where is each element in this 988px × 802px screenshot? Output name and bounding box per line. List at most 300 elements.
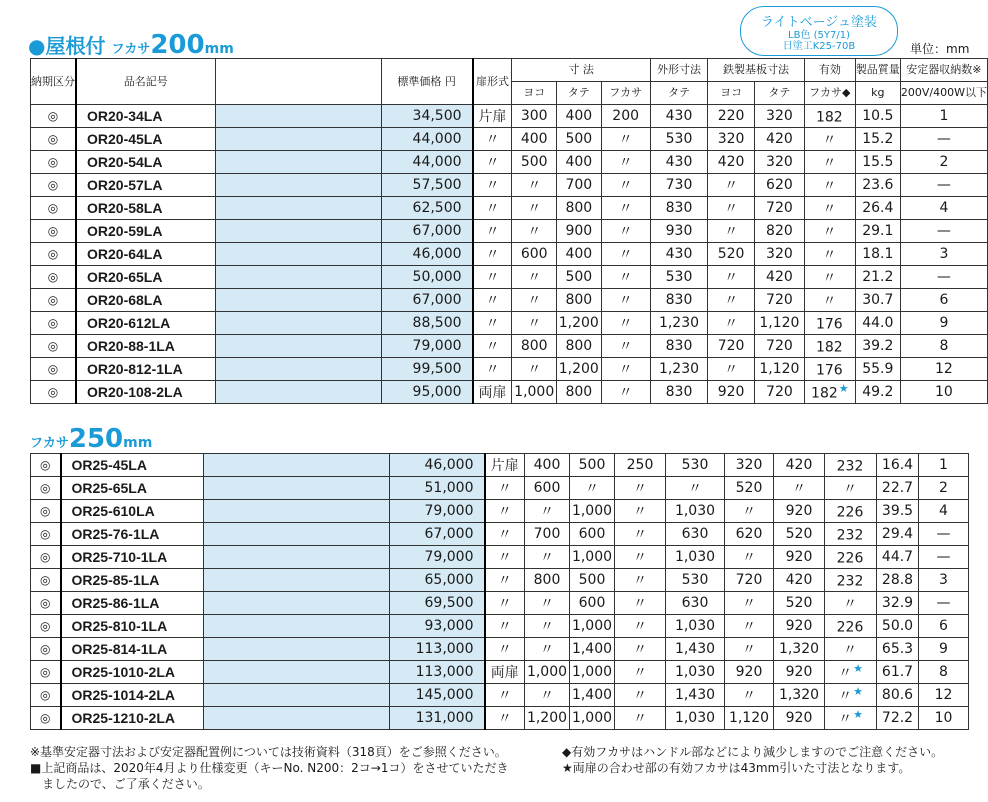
ballast-count (919, 638, 969, 661)
base-yoko (725, 638, 774, 661)
dim-yoko-text: 〃 (540, 596, 554, 612)
weight-text: 23.6 (862, 177, 894, 193)
effective-depth-text: 176 (815, 316, 843, 333)
ballast-count (900, 381, 987, 404)
base-yoko-text: 720 (717, 338, 745, 354)
effective-depth (804, 220, 855, 243)
product-code (61, 684, 204, 707)
dim-tate-text: 900 (565, 223, 593, 239)
price-text: 44,000 (412, 131, 462, 147)
base-tate-text: 720 (766, 200, 793, 216)
blank-cell (204, 615, 390, 638)
delivery-mark-text: ◎ (47, 362, 59, 376)
product-code-text: OR25-814-1LA (71, 641, 168, 657)
delivery-mark-text: ◎ (40, 527, 51, 541)
table-row (31, 477, 969, 500)
note-2: ■上記商品は、2020年4月より仕様変更（キーNo. N200：2コ→1コ）をさせていただき (30, 761, 509, 775)
effective-depth (825, 707, 877, 730)
dim-tate (570, 500, 615, 523)
door-type-text: 〃 (485, 270, 500, 286)
door-type-text: 〃 (497, 573, 512, 589)
dim-tate-text: 700 (565, 177, 593, 193)
weight (855, 266, 900, 289)
notes-left (30, 744, 508, 792)
dim-fukasa (601, 381, 650, 404)
ballast-count (900, 312, 987, 335)
dim-fukasa-text: 〃 (633, 573, 647, 589)
effective-depth (804, 381, 855, 404)
delivery-mark-text: ◎ (47, 178, 59, 192)
effective-depth (804, 197, 855, 220)
weight (855, 289, 900, 312)
delivery-mark-text: ◎ (40, 573, 51, 587)
table-row (31, 569, 969, 592)
outer-tate (650, 105, 707, 128)
base-tate-text: 420 (766, 269, 793, 285)
base-yoko (708, 220, 755, 243)
dim-yoko (525, 661, 570, 684)
effective-depth-text: 176 (815, 362, 843, 379)
blank-cell (204, 454, 390, 477)
outer-tate-text: 430 (665, 246, 693, 262)
ballast-count-text: — (936, 223, 951, 239)
dim-tate (570, 569, 615, 592)
table-row (31, 174, 988, 197)
outer-tate (650, 174, 707, 197)
base-yoko-text: 620 (735, 526, 763, 542)
base-yoko (708, 174, 755, 197)
door-type (473, 266, 512, 289)
weight (877, 454, 919, 477)
price-text: 65,000 (424, 572, 474, 588)
dim-fukasa (601, 105, 650, 128)
weight (855, 151, 900, 174)
door-type-text: 両扉 (490, 665, 519, 681)
dim-fukasa (601, 197, 650, 220)
dim-yoko-text: 1,000 (514, 384, 555, 400)
product-code-text: OR20-64LA (87, 246, 163, 262)
weight (855, 197, 900, 220)
ballast-count-text: — (936, 549, 951, 565)
price (390, 638, 485, 661)
weight-text: 44.7 (881, 549, 914, 565)
base-yoko (725, 477, 774, 500)
dim-fukasa (615, 661, 666, 684)
door-type (485, 592, 525, 615)
base-tate-text: 820 (766, 223, 793, 239)
header-outer-tate: タテ (650, 82, 707, 105)
dim-tate (557, 151, 602, 174)
dim-fukasa-text: 〃 (618, 316, 633, 332)
effective-depth-text: 〃 (822, 178, 837, 195)
weight (877, 638, 919, 661)
dim-yoko (525, 684, 570, 707)
blank-cell (204, 638, 390, 661)
dim-fukasa (615, 592, 666, 615)
header-outer: 外形寸法 (650, 59, 707, 82)
base-tate (774, 477, 825, 500)
dim-fukasa-text: 〃 (633, 619, 647, 635)
price (381, 174, 472, 197)
effective-depth-text: 〃 (822, 247, 837, 264)
star-mark: ★ (853, 661, 863, 675)
note-3: ましたので、ご了承ください。 (42, 777, 210, 791)
price (390, 707, 485, 730)
dim-yoko (525, 638, 570, 661)
weight (877, 661, 919, 684)
blank-cell (215, 197, 381, 220)
fukasa-unit: mm (123, 435, 153, 451)
weight (877, 500, 919, 523)
dim-yoko-text: 〃 (527, 270, 542, 286)
delivery-mark (31, 707, 61, 730)
dim-fukasa-text: 〃 (618, 385, 633, 401)
price (390, 569, 485, 592)
base-tate-text: 920 (785, 664, 813, 680)
dim-yoko (512, 197, 557, 220)
dim-tate-text: 400 (565, 154, 593, 170)
delivery-mark (31, 523, 61, 546)
dim-fukasa-text: 〃 (618, 201, 633, 217)
dim-yoko (512, 381, 557, 404)
dim-tate (570, 523, 615, 546)
effective-depth-text: 〃 (843, 481, 857, 498)
delivery-mark (31, 197, 77, 220)
base-yoko (725, 615, 774, 638)
dim-tate (557, 243, 602, 266)
base-yoko-text: 420 (717, 154, 745, 170)
weight-text: 21.2 (862, 269, 894, 285)
dim-tate-text: 800 (565, 338, 593, 354)
effective-depth-text: 〃 (822, 132, 837, 149)
delivery-mark (31, 454, 61, 477)
fukasa-value: 200 (150, 30, 205, 60)
dim-yoko (525, 707, 570, 730)
effective-depth (825, 454, 877, 477)
base-tate-text: 720 (766, 384, 793, 400)
delivery-mark-text: ◎ (47, 385, 59, 399)
product-code (76, 335, 215, 358)
dim-tate (570, 615, 615, 638)
product-code (61, 592, 204, 615)
price-text: 93,000 (424, 618, 474, 634)
dim-fukasa (615, 569, 666, 592)
product-code-text: OR20-612LA (87, 315, 171, 331)
base-yoko-text: 〃 (724, 293, 739, 309)
ballast-count (900, 266, 987, 289)
outer-tate (666, 500, 725, 523)
base-yoko-text: 〃 (742, 550, 756, 566)
dim-tate-text: 1,000 (571, 664, 613, 680)
delivery-mark (31, 477, 61, 500)
dim-yoko-text: 1,200 (526, 710, 568, 726)
price-text: 67,000 (424, 526, 474, 542)
effective-depth-text: 232 (836, 573, 864, 590)
base-tate (754, 174, 804, 197)
price-text: 145,000 (415, 687, 474, 703)
table-row (31, 105, 988, 128)
dim-yoko-text: 〃 (527, 362, 542, 378)
fukasa-label: フカサ (30, 436, 69, 451)
base-yoko-text: 〃 (724, 270, 739, 286)
ballast-count (900, 289, 987, 312)
weight-text: 10.5 (862, 108, 894, 124)
ballast-count-text: 10 (934, 384, 953, 400)
header-price: 標準価格 円 (381, 59, 472, 105)
price (390, 454, 485, 477)
door-type-text: 〃 (497, 688, 512, 704)
dim-fukasa-text: 〃 (618, 178, 633, 194)
delivery-mark (31, 684, 61, 707)
outer-tate (650, 151, 707, 174)
section-title-250 (30, 424, 152, 454)
outer-tate-text: 1,030 (674, 710, 716, 726)
door-type (473, 289, 512, 312)
table-row (31, 151, 988, 174)
table-row (31, 289, 988, 312)
dim-tate-text: 800 (565, 384, 593, 400)
dim-fukasa-text: 〃 (618, 247, 633, 263)
product-code (61, 546, 204, 569)
effective-depth (825, 661, 877, 684)
base-tate (774, 707, 825, 730)
price (381, 381, 472, 404)
door-type-text: 片扉 (478, 109, 507, 125)
delivery-mark (31, 661, 61, 684)
delivery-mark-text: ◎ (47, 270, 59, 284)
delivery-mark (31, 358, 77, 381)
ballast-count-text: 12 (934, 687, 953, 703)
price (381, 220, 472, 243)
dim-yoko-text: 600 (520, 246, 548, 262)
dim-yoko (525, 569, 570, 592)
header-code: 品名記号 (76, 59, 215, 105)
dim-tate-text: 600 (578, 595, 606, 611)
header-blank (215, 59, 381, 105)
ballast-count (900, 335, 987, 358)
door-type (485, 684, 525, 707)
dim-yoko-text: 〃 (540, 642, 554, 658)
ballast-count-text: — (936, 177, 951, 193)
effective-depth (804, 243, 855, 266)
dim-fukasa (601, 358, 650, 381)
fukasa-unit: mm (204, 41, 234, 57)
base-yoko-text: 320 (735, 457, 763, 473)
table-row (31, 312, 988, 335)
header-tate: タテ (557, 82, 602, 105)
door-type (485, 638, 525, 661)
dim-tate (570, 546, 615, 569)
dim-tate (570, 661, 615, 684)
header-weight-unit: kg (855, 82, 900, 105)
ballast-count-text: 9 (939, 315, 949, 331)
base-yoko (708, 335, 755, 358)
outer-tate (666, 592, 725, 615)
product-code-text: OR25-1014-2LA (71, 687, 175, 703)
weight-text: 72.2 (881, 710, 914, 726)
delivery-mark (31, 105, 77, 128)
base-yoko (708, 243, 755, 266)
dim-tate-text: 1,000 (571, 549, 613, 565)
dim-tate-text: 500 (565, 131, 593, 147)
delivery-mark (31, 312, 77, 335)
base-tate-text: 920 (785, 710, 813, 726)
dim-fukasa-text: 〃 (618, 132, 633, 148)
dim-tate (557, 128, 602, 151)
door-type-text: 〃 (497, 504, 512, 520)
weight-text: 39.2 (862, 338, 894, 354)
note-1: ※基準安定器寸法および安定器配置例については技術資料（318頁）をご参照ください。 (30, 745, 507, 759)
door-type-text: 〃 (497, 596, 512, 612)
outer-tate (650, 197, 707, 220)
dim-tate-text: 1,200 (558, 361, 599, 377)
base-tate-text: 520 (785, 595, 813, 611)
table-row (31, 684, 969, 707)
price (381, 289, 472, 312)
dim-yoko-text: 〃 (540, 504, 554, 520)
dim-tate-text: 400 (565, 108, 593, 124)
outer-tate (666, 661, 725, 684)
dim-fukasa (615, 684, 666, 707)
blank-cell (204, 707, 390, 730)
base-yoko-text: 〃 (742, 642, 756, 658)
base-yoko-text: 220 (717, 108, 745, 124)
effective-depth-text: 182 (811, 385, 838, 402)
dim-fukasa-text: 200 (612, 108, 640, 124)
effective-depth (825, 500, 877, 523)
delivery-mark (31, 638, 61, 661)
dim-fukasa-text: 〃 (633, 642, 647, 658)
base-tate-text: 1,120 (759, 361, 800, 377)
delivery-mark-text: ◎ (47, 109, 59, 123)
base-tate (754, 266, 804, 289)
effective-depth-text: 〃 (843, 642, 857, 659)
dim-fukasa (615, 638, 666, 661)
price (381, 197, 472, 220)
ballast-count (900, 105, 987, 128)
door-type-text: 〃 (485, 132, 500, 148)
ballast-count-text: 8 (939, 338, 949, 354)
delivery-mark-text: ◎ (40, 642, 51, 656)
delivery-mark (31, 289, 77, 312)
door-type (485, 523, 525, 546)
dim-yoko-text: 400 (533, 457, 561, 473)
ballast-count (900, 174, 987, 197)
base-yoko (725, 454, 774, 477)
dim-tate (557, 335, 602, 358)
dim-fukasa (615, 523, 666, 546)
weight (855, 358, 900, 381)
ballast-count-text: 3 (939, 246, 949, 262)
dim-fukasa-text: 〃 (618, 224, 633, 240)
dim-fukasa-text: 〃 (633, 550, 647, 566)
weight (855, 128, 900, 151)
price (381, 105, 472, 128)
blank-cell (215, 381, 381, 404)
door-type-text: 〃 (497, 711, 512, 727)
delivery-mark (31, 546, 61, 569)
door-type (485, 569, 525, 592)
dim-yoko-text: 300 (520, 108, 548, 124)
weight (855, 220, 900, 243)
ballast-count (919, 546, 969, 569)
outer-tate-text: 1,030 (674, 549, 716, 565)
base-yoko (725, 592, 774, 615)
table-row (31, 638, 969, 661)
door-type-text: 〃 (485, 316, 500, 332)
outer-tate (650, 128, 707, 151)
blank-cell (204, 592, 390, 615)
price (381, 266, 472, 289)
fukasa-label: フカサ (111, 42, 151, 57)
dim-yoko-text: 〃 (527, 178, 542, 194)
product-code-text: OR25-610LA (71, 503, 155, 519)
outer-tate-text: 1,230 (658, 361, 700, 377)
blank-cell (215, 151, 381, 174)
product-code (76, 197, 215, 220)
door-type (485, 615, 525, 638)
dim-yoko (512, 289, 557, 312)
table-row (31, 266, 988, 289)
outer-tate-text: 1,430 (674, 687, 716, 703)
dim-fukasa-text: 〃 (618, 155, 633, 171)
door-type-text: 〃 (485, 201, 500, 217)
price-text: 99,500 (412, 361, 462, 377)
dim-tate (557, 105, 602, 128)
dim-fukasa (615, 500, 666, 523)
price (390, 684, 485, 707)
outer-tate-text: 1,230 (658, 315, 700, 331)
base-yoko-text: 〃 (724, 362, 739, 378)
delivery-mark-text: ◎ (40, 711, 51, 725)
delivery-mark-text: ◎ (47, 132, 59, 146)
dim-yoko-text: 600 (533, 480, 561, 496)
weight (855, 381, 900, 404)
ballast-count (919, 707, 969, 730)
product-code (76, 381, 215, 404)
door-type-text: 〃 (485, 224, 500, 240)
weight-text: 30.7 (862, 292, 894, 308)
effective-depth-text: 〃 (838, 688, 853, 705)
ballast-count (919, 523, 969, 546)
header-fukasa: フカサ (601, 82, 650, 105)
base-yoko (708, 289, 755, 312)
base-yoko-text: 920 (717, 384, 745, 400)
product-code-text: OR20-54LA (87, 154, 163, 170)
blank-cell (204, 523, 390, 546)
outer-tate-text: 1,430 (674, 641, 716, 657)
product-code-text: OR20-45LA (87, 131, 163, 147)
dim-yoko (512, 312, 557, 335)
dim-yoko (525, 592, 570, 615)
weight-text: 44.0 (862, 315, 894, 331)
dim-fukasa (601, 220, 650, 243)
dim-fukasa-text: 〃 (633, 596, 647, 612)
dim-fukasa (601, 335, 650, 358)
price (381, 312, 472, 335)
product-code (61, 615, 204, 638)
product-code (61, 661, 204, 684)
blank-cell (215, 335, 381, 358)
ballast-count-text: 2 (939, 480, 948, 496)
effective-depth-text: 〃 (822, 155, 837, 172)
outer-tate-text: 1,030 (674, 503, 716, 519)
base-yoko-text: 〃 (742, 596, 756, 612)
door-type-text: 〃 (497, 550, 512, 566)
dim-fukasa-text: 〃 (633, 688, 647, 704)
ballast-count (900, 358, 987, 381)
weight-text: 29.4 (881, 526, 914, 542)
